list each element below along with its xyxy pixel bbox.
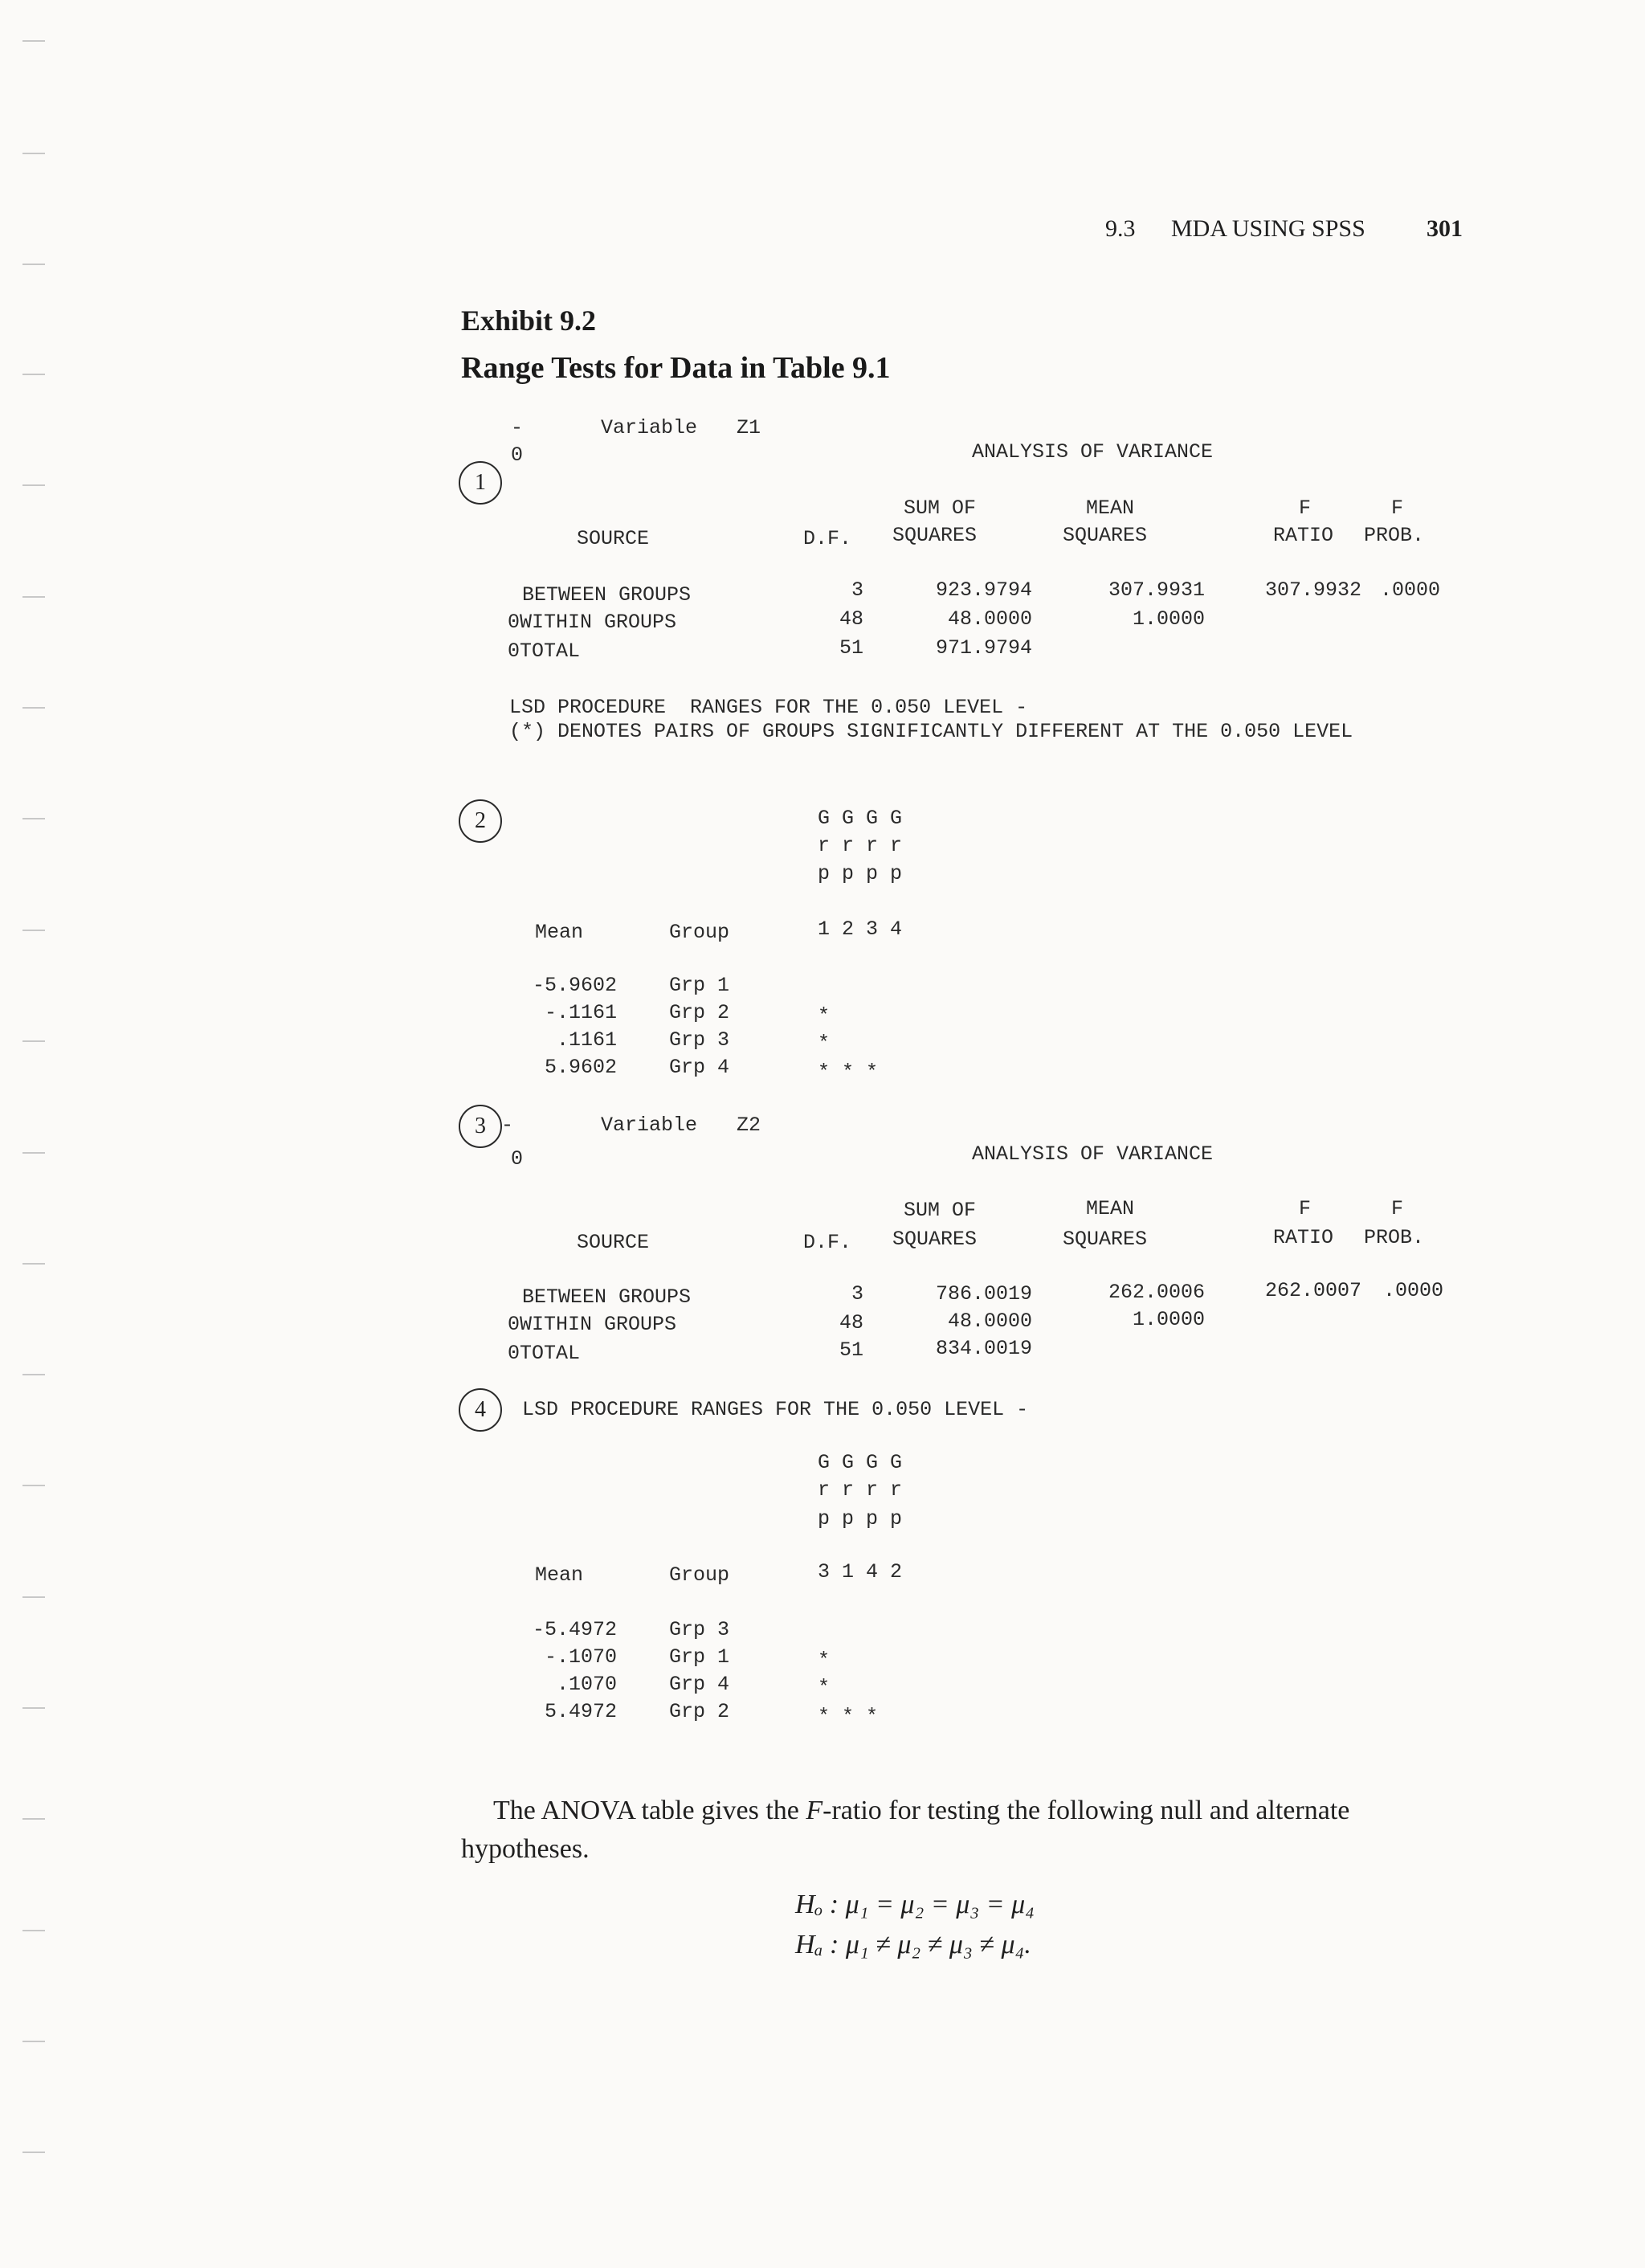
col-ms-bot: SQUARES <box>1063 1228 1148 1251</box>
col-ss-bot: SQUARES <box>892 524 978 547</box>
group-mean: -.1070 <box>544 1645 617 1669</box>
row-ms: 1.0000 <box>1132 1308 1205 1331</box>
row-ss: 923.9794 <box>935 578 1032 602</box>
row-source: BETWEEN GROUPS <box>522 1285 692 1309</box>
group-name: Grp 3 <box>669 1618 730 1641</box>
variable-name: Z1 <box>737 416 761 439</box>
section-number: 9.3 <box>1105 215 1136 242</box>
row-source: 0WITHIN GROUPS <box>508 1313 677 1336</box>
significance-marks: * <box>818 1676 831 1699</box>
col-df: D.F. <box>803 1231 852 1254</box>
row-fprob: .0000 <box>1383 1279 1444 1302</box>
significance-marks: * <box>818 1032 831 1055</box>
col-df: D.F. <box>803 527 852 550</box>
col-source: SOURCE <box>577 527 650 550</box>
col-fratio-bot: RATIO <box>1273 1226 1334 1249</box>
exhibit-label: Exhibit 9.2 <box>461 304 597 337</box>
significance-marks: * * * <box>818 1060 879 1084</box>
col-ss-bot: SQUARES <box>892 1228 978 1251</box>
matrix-header-p: p p p p <box>818 862 903 885</box>
col-fprob-bot: PROB. <box>1364 1226 1425 1249</box>
section-title: MDA USING SPSS <box>1171 215 1365 242</box>
zero-mark: 0 <box>511 443 524 467</box>
dash-mark: - <box>511 416 524 439</box>
callout-1: 1 <box>459 461 502 505</box>
matrix-header-g: G G G G <box>818 807 903 830</box>
row-source: 0TOTAL <box>508 640 581 663</box>
group-name: Grp 2 <box>669 1001 730 1024</box>
row-df: 3 <box>851 578 863 602</box>
group-name: Grp 4 <box>669 1673 730 1696</box>
row-ms: 262.0006 <box>1108 1281 1205 1304</box>
group-mean: 5.9602 <box>544 1056 617 1079</box>
group-name: Grp 2 <box>669 1700 730 1723</box>
lsd-procedure-line: LSD PROCEDURE RANGES FOR THE 0.050 LEVEL - <box>522 1398 1029 1421</box>
paragraph-italic-f: F <box>806 1796 823 1825</box>
group-mean: 5.4972 <box>544 1700 617 1723</box>
group-header: Group <box>669 1563 730 1587</box>
significance-marks: * <box>818 1004 831 1028</box>
callout-4: 4 <box>459 1388 502 1432</box>
significance-marks: * <box>818 1649 831 1672</box>
mean-header: Mean <box>535 1563 584 1587</box>
group-mean: .1161 <box>556 1028 617 1052</box>
group-name: Grp 1 <box>669 974 730 997</box>
group-mean: -5.4972 <box>532 1618 617 1641</box>
group-header: Group <box>669 921 730 944</box>
group-order: 3 1 4 2 <box>818 1560 903 1584</box>
matrix-header-g: G G G G <box>818 1451 903 1474</box>
row-ss: 786.0019 <box>935 1282 1032 1306</box>
variable-label: Variable <box>601 416 698 439</box>
matrix-header-r: r r r r <box>818 834 903 857</box>
variable-label: Variable <box>601 1114 698 1137</box>
anova-title: ANALYSIS OF VARIANCE <box>972 1142 1214 1166</box>
alternate-hypothesis: Hₐ : μ₁ ≠ μ₂ ≠ μ₃ ≠ μ₄. <box>795 1930 1031 1959</box>
col-ss-top: SUM OF <box>904 497 977 520</box>
row-df: 51 <box>839 1338 863 1362</box>
significance-marks: * * * <box>818 1705 879 1728</box>
row-ms: 1.0000 <box>1132 607 1205 631</box>
row-ss: 971.9794 <box>935 636 1032 660</box>
row-ms: 307.9931 <box>1108 578 1205 602</box>
row-df: 48 <box>839 607 863 631</box>
lsd-procedure-line: LSD PROCEDURE RANGES FOR THE 0.050 LEVEL - <box>509 696 1028 719</box>
col-fprob-bot: PROB. <box>1364 524 1425 547</box>
paragraph-text-1: The ANOVA table gives the <box>493 1796 806 1825</box>
col-ms-top: MEAN <box>1086 1197 1135 1220</box>
anova-title: ANALYSIS OF VARIANCE <box>972 440 1214 464</box>
row-fprob: .0000 <box>1380 578 1441 602</box>
lsd-note-line: (*) DENOTES PAIRS OF GROUPS SIGNIFICANTLY DIFFERENT AT THE 0.050 LEVEL <box>509 720 1353 743</box>
row-fratio: 307.9932 <box>1264 578 1361 602</box>
dash-mark: - <box>501 1114 514 1137</box>
group-name: Grp 4 <box>669 1056 730 1079</box>
row-ss: 834.0019 <box>935 1337 1032 1360</box>
row-source: BETWEEN GROUPS <box>522 583 692 607</box>
group-mean: .1070 <box>556 1673 617 1696</box>
zero-mark: 0 <box>511 1147 524 1171</box>
group-mean: -5.9602 <box>532 974 617 997</box>
paragraph-text-2: -ratio for testing the following null and alternate hypotheses. <box>461 1796 1350 1864</box>
body-paragraph <box>461 1792 1457 1869</box>
row-source: 0WITHIN GROUPS <box>508 611 677 634</box>
row-df: 3 <box>851 1282 863 1306</box>
row-fratio: 262.0007 <box>1264 1279 1361 1302</box>
col-fprob-top: F <box>1391 497 1404 520</box>
group-name: Grp 3 <box>669 1028 730 1052</box>
row-df: 48 <box>839 1311 863 1334</box>
page-number: 301 <box>1427 215 1463 242</box>
col-ss-top: SUM OF <box>904 1199 977 1222</box>
variable-name: Z2 <box>737 1114 761 1137</box>
group-mean: -.1161 <box>544 1001 617 1024</box>
callout-2: 2 <box>459 799 502 843</box>
col-ms-bot: SQUARES <box>1063 524 1148 547</box>
col-source: SOURCE <box>577 1231 650 1254</box>
row-source: 0TOTAL <box>508 1342 581 1365</box>
matrix-header-p: p p p p <box>818 1507 903 1530</box>
row-ss: 48.0000 <box>947 1310 1032 1333</box>
null-hypothesis: Hₒ : μ₁ = μ₂ = μ₃ = μ₄ <box>795 1890 1035 1919</box>
callout-3: 3 <box>459 1105 502 1148</box>
col-fratio-top: F <box>1299 1197 1312 1220</box>
group-name: Grp 1 <box>669 1645 730 1669</box>
mean-header: Mean <box>535 921 584 944</box>
row-ss: 48.0000 <box>947 607 1032 631</box>
col-ms-top: MEAN <box>1086 497 1135 520</box>
col-fratio-bot: RATIO <box>1273 524 1334 547</box>
col-fprob-top: F <box>1391 1197 1404 1220</box>
row-df: 51 <box>839 636 863 660</box>
col-fratio-top: F <box>1299 497 1312 520</box>
group-order: 1 2 3 4 <box>818 917 903 941</box>
exhibit-title: Range Tests for Data in Table 9.1 <box>461 351 891 385</box>
matrix-header-r: r r r r <box>818 1478 903 1502</box>
